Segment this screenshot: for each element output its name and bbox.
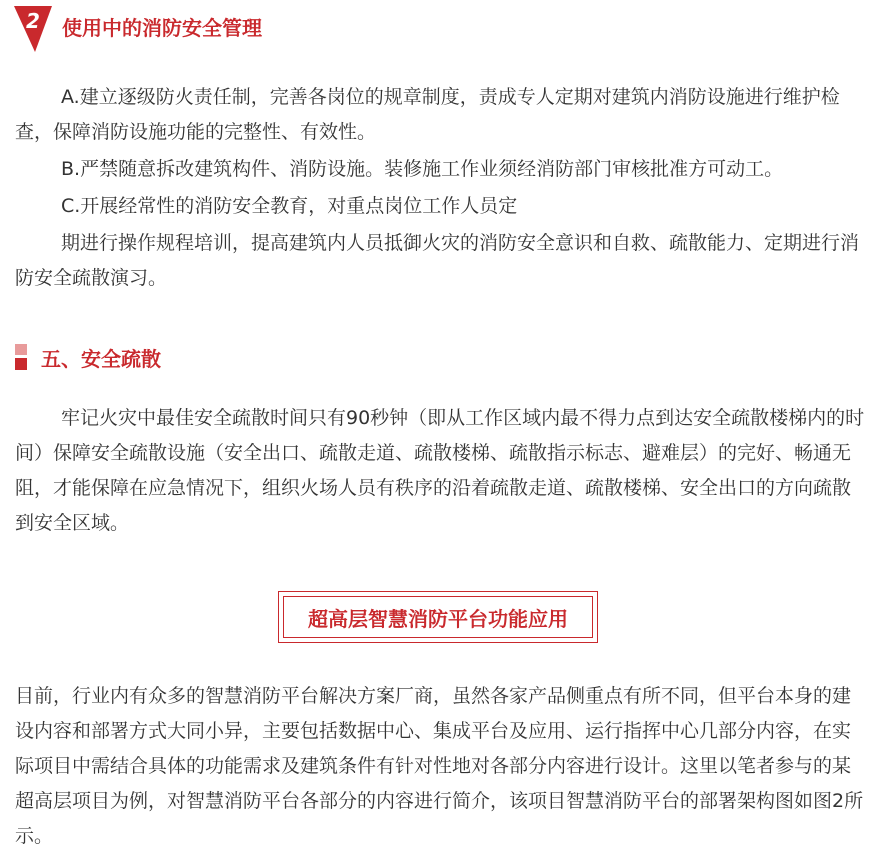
- paragraph-c: C.开展经常性的消防安全教育，对重点岗位工作人员定: [61, 195, 518, 217]
- section-bars-icon: [15, 344, 27, 370]
- bar-top: [15, 344, 27, 355]
- bar-bottom: [15, 358, 27, 370]
- section-2-header: [14, 6, 262, 54]
- paragraph-a: A.建立逐级防火责任制，完善各岗位的规章制度，责成专人定期对建筑内消防设施进行维护检查，保障消防设施功能的完整性、有效性。: [15, 86, 840, 143]
- platform-title-inner-frame: [283, 596, 593, 638]
- platform-title-frame: [278, 591, 598, 643]
- platform-title: 超高层智慧消防平台功能应用: [308, 606, 568, 631]
- badge-number: 2: [26, 9, 40, 33]
- section-number-badge: [14, 6, 52, 52]
- section-5-body: 牢记火灾中最佳安全疏散时间只有90秒钟（即从工作区域内最不得力点到达安全疏散楼梯内的时间）保障安全疏散设施（安全出口、疏散走道、疏散楼梯、疏散指示标志、避难层）的完好、畅通无阻，才能保障在应急情况下，组织火场人员有秩序的沿着疏散走道、疏散楼梯、安全出口的方向疏散到安全区域。: [15, 407, 865, 534]
- section-2-title: 使用中的消防安全管理: [62, 16, 262, 40]
- section-5-header: [15, 343, 161, 371]
- section-5-title: 五、安全疏散: [41, 346, 161, 371]
- platform-body: 目前，行业内有众多的智慧消防平台解决方案厂商，虽然各家产品侧重点有所不同，但平台本身的建设内容和部署方式大同小异，主要包括数据中心、集成平台及应用、运行指挥中心几部分内容，在实际项目中需结合具体的功能需求及建筑条件有针对性地对各部分内容进行设计。这里以笔者参与的某超高层项目为例，对智慧消防平台各部分的内容进行简介，该项目智慧消防平台的部署架构图如图2所示。: [15, 685, 864, 847]
- paragraph-c-continued: 期进行操作规程培训，提高建筑内人员抵御火灾的消防安全意识和自救、疏散能力、定期进行消防安全疏散演习。: [15, 232, 860, 289]
- paragraph-b: B.严禁随意拆改建筑构件、消防设施。装修施工作业须经消防部门审核批准方可动工。: [61, 158, 784, 180]
